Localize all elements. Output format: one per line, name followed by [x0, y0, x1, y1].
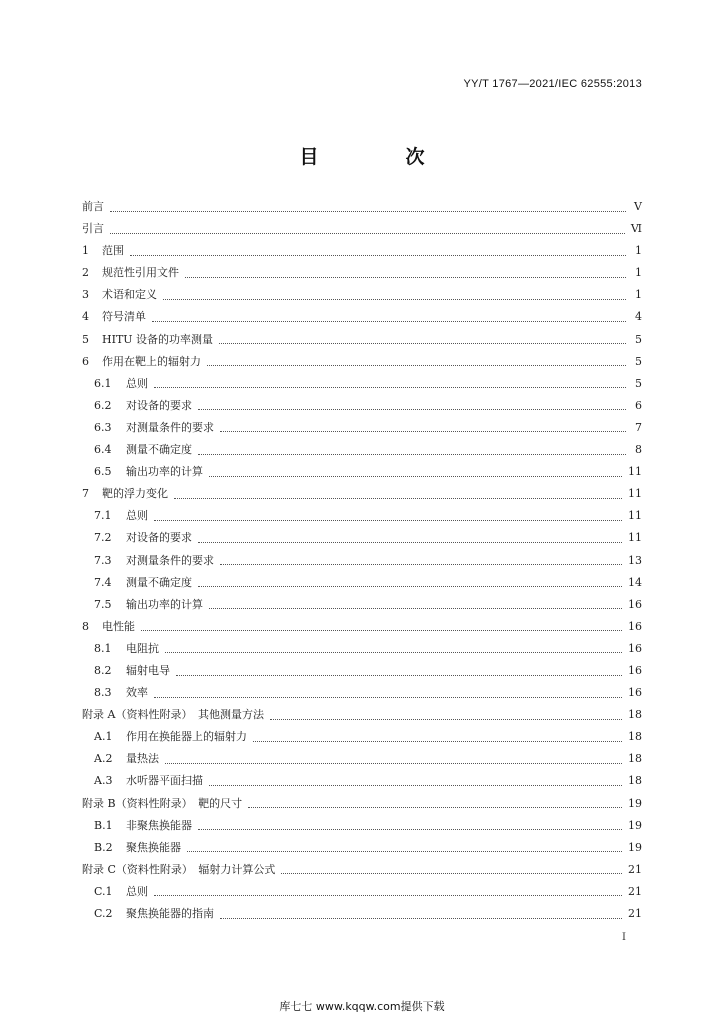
toc-dot-leader: [152, 321, 626, 322]
toc-entry-page: 11: [628, 509, 642, 523]
toc-entry-page: 16: [628, 619, 642, 633]
toc-entry-label: 对设备的要求: [126, 531, 192, 545]
toc-entry[interactable]: [82, 817, 642, 839]
toc-entry[interactable]: [82, 463, 642, 485]
toc-entry[interactable]: [82, 684, 642, 706]
toc-dot-leader: [220, 431, 626, 432]
footer-watermark: 库七七 www.kqqw.com提供下载: [279, 1000, 445, 1013]
toc-dot-leader: [198, 542, 622, 543]
toc-entry[interactable]: [82, 750, 642, 772]
toc-entry[interactable]: [82, 441, 642, 463]
toc-entry-page: 11: [628, 487, 642, 501]
toc-entry[interactable]: [82, 662, 642, 684]
toc-entry-number: 6.4: [94, 443, 112, 457]
toc-entry-label: 测量不确定度: [126, 443, 192, 457]
toc-entry[interactable]: [82, 839, 642, 861]
toc-entry-label: 附录 C（资料性附录） 辐射力计算公式: [82, 862, 276, 876]
toc-entry-number: 6: [82, 354, 89, 368]
toc-entry[interactable]: [82, 529, 642, 551]
toc-entry-label: 量热法: [126, 752, 159, 766]
toc-dot-leader: [209, 785, 622, 786]
toc-entry-page: 1: [635, 288, 642, 302]
toc-entry-page: 19: [628, 796, 642, 810]
toc-entry-label: 前言: [82, 200, 104, 213]
toc-dot-leader: [198, 586, 622, 587]
toc-entry-page: 18: [628, 708, 642, 722]
toc-dot-leader: [165, 763, 622, 764]
toc-entry-page: 16: [628, 663, 642, 677]
toc-dot-leader: [185, 277, 626, 278]
toc-dot-leader: [248, 807, 622, 808]
toc-entry-page: 14: [628, 575, 642, 589]
toc-dot-leader: [281, 873, 622, 874]
toc-entry[interactable]: [82, 375, 642, 397]
toc-entry-page: V: [634, 200, 642, 213]
toc-dot-leader: [141, 630, 622, 631]
toc-entry-number: 5: [82, 332, 89, 346]
toc-entry-page: 13: [628, 553, 642, 567]
toc-entry-number: 3: [82, 288, 89, 302]
toc-entry-label: 电阻抗: [126, 641, 159, 655]
toc-entry[interactable]: [82, 485, 642, 507]
toc-entry-label: 附录 A（资料性附录） 其他测量方法: [82, 708, 264, 722]
toc-entry-label: 效率: [126, 686, 148, 700]
toc-entry[interactable]: [82, 552, 642, 574]
toc-entry-number: 7: [82, 487, 89, 501]
toc-entry-page: 18: [628, 730, 642, 744]
toc-entry[interactable]: [82, 640, 642, 662]
toc-entry[interactable]: [82, 596, 642, 618]
toc-entry-number: 8: [82, 619, 89, 633]
toc-entry-number: 2: [82, 266, 89, 280]
toc-entry[interactable]: [82, 507, 642, 529]
toc-entry[interactable]: [82, 574, 642, 596]
toc-dot-leader: [270, 719, 622, 720]
toc-dot-leader: [176, 675, 622, 676]
toc-entry-page: 19: [628, 818, 642, 832]
toc-entry-page: 21: [628, 907, 642, 920]
toc-entry-number: C.2: [94, 907, 113, 920]
toc-entry-page: Ⅵ: [630, 222, 642, 236]
toc-entry-page: 8: [635, 443, 642, 457]
standard-code: YY/T 1767—2021/IEC 62555:2013: [463, 78, 642, 90]
toc-entry-number: 6.5: [94, 465, 112, 479]
toc-entry[interactable]: [82, 397, 642, 419]
page-title: 目 次: [299, 146, 459, 168]
toc-dot-leader: [198, 454, 626, 455]
toc-entry[interactable]: [82, 331, 642, 353]
toc-entry[interactable]: [82, 905, 642, 927]
toc-entry-label: 总则: [126, 376, 148, 390]
toc-dot-leader: [165, 652, 622, 653]
toc-entry-page: 6: [635, 398, 642, 412]
toc-entry-label: 聚焦换能器的指南: [126, 907, 214, 920]
toc-entry-number: 6.1: [94, 376, 112, 390]
toc-entry-label: 作用在靶上的辐射力: [102, 354, 201, 368]
toc-entry-number: 6.3: [94, 420, 112, 434]
toc-entry-label: 对测量条件的要求: [126, 420, 214, 434]
toc-entry-page: 21: [628, 884, 642, 898]
toc-entry-label: 水听器平面扫描: [126, 774, 203, 788]
toc-entry-label: 测量不确定度: [126, 575, 192, 589]
toc-entry-number: B.1: [94, 818, 113, 832]
toc-entry-page: 21: [628, 862, 642, 876]
toc-entry-label: 靶的浮力变化: [102, 487, 168, 501]
toc-entry[interactable]: [82, 419, 642, 441]
toc-entry[interactable]: [82, 706, 642, 728]
toc-entry[interactable]: [82, 795, 642, 817]
toc-entry-label: HITU 设备的功率测量: [102, 332, 214, 346]
toc-dot-leader: [110, 233, 625, 234]
toc-entry[interactable]: [82, 728, 642, 750]
toc-dot-leader: [198, 409, 626, 410]
toc-dot-leader: [154, 895, 622, 896]
toc-entry-number: A.1: [94, 730, 113, 744]
toc-entry-label: 对测量条件的要求: [126, 553, 214, 567]
toc-entry-number: 7.2: [94, 531, 112, 545]
toc-entry[interactable]: [82, 220, 642, 242]
toc-entry-label: 范围: [102, 244, 124, 258]
toc-entry-page: 5: [635, 354, 642, 368]
toc-dot-leader: [187, 851, 622, 852]
toc-entry-label: 总则: [126, 509, 148, 523]
toc-entry-page: 16: [628, 686, 642, 700]
toc-entry-number: 7.3: [94, 553, 112, 567]
toc-entry[interactable]: [82, 772, 642, 794]
toc-entry-label: 附录 B（资料性附录） 靶的尺寸: [82, 796, 243, 810]
toc-entry-number: A.3: [94, 774, 113, 788]
page-number: I: [622, 932, 626, 943]
toc-dot-leader: [253, 741, 622, 742]
toc-entry-number: A.2: [94, 752, 113, 766]
toc-entry-page: 16: [628, 597, 642, 611]
toc-entry[interactable]: [82, 308, 642, 330]
toc-dot-leader: [198, 829, 622, 830]
toc-entry-page: 18: [628, 752, 642, 766]
toc-entry-page: 1: [635, 266, 642, 280]
toc-entry[interactable]: [82, 618, 642, 640]
toc-entry-label: 输出功率的计算: [126, 465, 203, 479]
toc-dot-leader: [220, 564, 622, 565]
toc-entry-number: B.2: [94, 840, 113, 854]
toc-entry-page: 5: [635, 376, 642, 390]
toc-entry-label: 电性能: [102, 619, 135, 633]
toc-entry-page: 7: [635, 420, 642, 434]
toc-entry-page: 4: [635, 310, 642, 324]
toc-entry-number: 7.4: [94, 575, 112, 589]
toc-dot-leader: [219, 343, 626, 344]
toc-dot-leader: [209, 608, 622, 609]
toc-entry-label: 作用在换能器上的辐射力: [126, 730, 247, 744]
toc-entry-label: 规范性引用文件: [102, 266, 179, 280]
toc-entry-page: 11: [628, 465, 642, 479]
toc-dot-leader: [110, 211, 626, 212]
toc-dot-leader: [163, 299, 626, 300]
toc-entry-label: 输出功率的计算: [126, 597, 203, 611]
toc-dot-leader: [130, 255, 626, 256]
toc-entry[interactable]: [82, 242, 642, 264]
toc-entry-number: 7.5: [94, 597, 112, 611]
toc-entry-number: 8.2: [94, 663, 112, 677]
toc-entry-label: 对设备的要求: [126, 398, 192, 412]
toc-entry-number: 7.1: [94, 509, 112, 523]
toc-entry-page: 18: [628, 774, 642, 788]
toc-entry-number: C.1: [94, 884, 113, 898]
toc-entry[interactable]: [82, 286, 642, 308]
toc-entry-number: 6.2: [94, 398, 112, 412]
toc-dot-leader: [154, 697, 622, 698]
table-of-contents: [82, 198, 642, 927]
toc-entry-page: 1: [635, 244, 642, 258]
toc-entry-page: 19: [628, 840, 642, 854]
toc-dot-leader: [207, 365, 626, 366]
toc-dot-leader: [174, 498, 622, 499]
toc-dot-leader: [220, 918, 622, 919]
toc-dot-leader: [209, 476, 622, 477]
toc-entry-label: 聚焦换能器: [126, 840, 181, 854]
toc-entry[interactable]: [82, 861, 642, 883]
toc-entry-label: 术语和定义: [102, 288, 157, 302]
toc-entry-number: 8.3: [94, 686, 112, 700]
toc-dot-leader: [154, 387, 626, 388]
toc-entry-number: 4: [82, 310, 89, 324]
toc-entry-label: 引言: [82, 222, 104, 236]
toc-dot-leader: [154, 520, 622, 521]
toc-entry[interactable]: [82, 353, 642, 375]
toc-entry-page: 11: [628, 531, 642, 545]
toc-entry-label: 符号清单: [102, 310, 146, 324]
toc-entry[interactable]: [82, 264, 642, 286]
toc-entry-page: 5: [635, 332, 642, 346]
toc-entry-number: 8.1: [94, 641, 112, 655]
toc-entry-label: 非聚焦换能器: [126, 818, 192, 832]
toc-entry-page: 16: [628, 641, 642, 655]
toc-entry[interactable]: [82, 883, 642, 905]
toc-entry-label: 总则: [126, 884, 148, 898]
toc-entry[interactable]: [82, 198, 642, 220]
toc-entry-label: 辐射电导: [126, 663, 170, 677]
toc-entry-number: 1: [82, 244, 89, 258]
